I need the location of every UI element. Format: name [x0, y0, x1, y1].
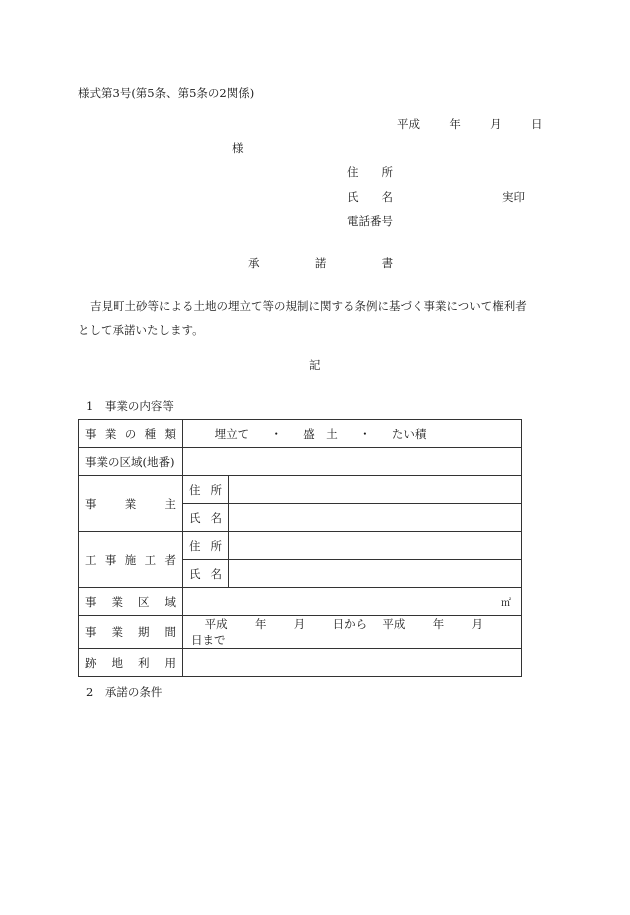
- document-title: [248, 255, 393, 271]
- label-land-use: [79, 649, 183, 677]
- form-number: 様式第3号(第5条、第5条の2関係): [78, 86, 255, 100]
- label-operator-text-char: 事: [85, 496, 97, 511]
- ki-mark: 記: [309, 358, 321, 372]
- operator-address-text: [189, 482, 222, 498]
- label-land-use-text-char: 地: [111, 655, 123, 670]
- contractor-name-text: [189, 566, 222, 582]
- section-2-heading: 2 承諾の条件: [86, 685, 163, 699]
- table-row-area: [79, 588, 522, 616]
- label-kind-text-char: の: [124, 426, 137, 441]
- area-location-field[interactable]: [183, 448, 522, 476]
- label-area-text-char: 区: [138, 594, 150, 609]
- label-land-use-text-char: 跡: [85, 655, 97, 670]
- table-row-kind: [79, 420, 522, 448]
- option-umetate: 埋立て: [214, 426, 250, 441]
- table-row-land-use: [79, 649, 522, 677]
- contractor-address-text-char: 住: [189, 538, 201, 553]
- label-period: [79, 616, 183, 649]
- date-month: 月: [490, 117, 502, 131]
- label-area-text-char: 事: [85, 594, 97, 609]
- date-line: [397, 116, 542, 132]
- period-field[interactable]: [183, 616, 522, 649]
- label-period-text-char: 期: [138, 625, 150, 639]
- contractor-name-field[interactable]: [229, 560, 522, 588]
- period-end-month: 月: [471, 617, 484, 631]
- title-char-1: 承: [248, 256, 260, 270]
- table-row-operator-address: [79, 476, 522, 504]
- period-start-era: 平成: [204, 617, 228, 631]
- business-details-table: [78, 419, 522, 677]
- label-operator-text-char: 業: [124, 496, 137, 511]
- label-area-text-char: 域: [164, 594, 176, 609]
- applicant-name-label: 氏 名: [347, 190, 393, 204]
- kind-options[interactable]: [183, 420, 522, 448]
- table-row-contractor-address: [79, 532, 522, 560]
- area-field[interactable]: [183, 588, 522, 616]
- label-land-use-text: [85, 655, 176, 671]
- label-kind-text-char: 類: [164, 426, 176, 441]
- option-morido: 盛 土: [303, 426, 338, 441]
- label-contractor: [79, 532, 183, 588]
- operator-address-text-char: 所: [210, 482, 222, 497]
- contractor-address-label: [183, 532, 229, 560]
- label-contractor-text-char: 工: [144, 552, 157, 567]
- option-taiseki: たい積: [391, 426, 427, 441]
- label-contractor-text-char: 事: [104, 552, 117, 567]
- date-era: 平成: [397, 117, 420, 131]
- period-end-year: 年: [432, 617, 445, 631]
- option-sep-2: ・: [359, 426, 371, 441]
- label-period-text-char: 間: [164, 625, 176, 639]
- period-end-day: 日まで: [191, 633, 226, 647]
- section-1-heading: 1 事業の内容等: [86, 399, 174, 413]
- label-period-text-char: 事: [85, 625, 97, 639]
- applicant-address-label: 住 所: [347, 165, 393, 179]
- label-contractor-text-char: 施: [124, 552, 137, 567]
- label-land-use-text-char: 利: [138, 655, 150, 670]
- addressee-suffix: 様: [232, 141, 244, 155]
- label-kind-text: [85, 426, 176, 442]
- period-end-era: 平成: [382, 617, 406, 631]
- period-start-month: 月: [293, 617, 306, 631]
- operator-name-text-char: 名: [210, 510, 222, 525]
- contractor-address-text: [189, 538, 222, 554]
- contractor-name-text-char: 名: [210, 566, 222, 581]
- label-kind-text-char: 業: [104, 426, 117, 441]
- operator-name-field[interactable]: [229, 504, 522, 532]
- contractor-name-text-char: 氏: [189, 566, 201, 581]
- table-row-period: [79, 616, 522, 649]
- table-row-area-location: [79, 448, 522, 476]
- operator-address-label: [183, 476, 229, 504]
- label-period-text-char: 業: [111, 625, 123, 639]
- label-kind: [79, 420, 183, 448]
- operator-name-label: [183, 504, 229, 532]
- label-contractor-text-char: 者: [164, 552, 176, 567]
- applicant-phone-label: 電話番号: [347, 214, 393, 228]
- label-operator: [79, 476, 183, 532]
- contractor-address-field[interactable]: [229, 532, 522, 560]
- label-operator-text: [85, 496, 176, 512]
- period-start-day: 日から: [332, 617, 368, 631]
- area-unit: ㎡: [501, 598, 511, 609]
- operator-name-text-char: 氏: [189, 510, 201, 525]
- label-kind-text-char: 種: [144, 426, 157, 441]
- label-contractor-text: [85, 552, 176, 568]
- label-period-text: [85, 624, 176, 640]
- label-land-use-text-char: 用: [164, 655, 176, 670]
- title-char-3: 書: [381, 256, 394, 270]
- option-sep-1: ・: [270, 426, 282, 441]
- label-operator-text-char: 主: [164, 496, 176, 511]
- date-day: 日: [530, 117, 543, 131]
- label-area: [79, 588, 183, 616]
- contractor-name-label: [183, 560, 229, 588]
- land-use-field[interactable]: [183, 649, 522, 677]
- label-kind-text-char: 事: [85, 426, 97, 441]
- label-area-text: [85, 594, 176, 610]
- label-area-text-char: 業: [111, 594, 123, 609]
- contractor-address-text-char: 所: [210, 538, 222, 553]
- title-char-2: 諾: [314, 256, 327, 270]
- date-year: 年: [449, 117, 461, 131]
- operator-name-text: [189, 510, 222, 526]
- label-area-location: 事業の区域(地番): [79, 448, 183, 476]
- label-contractor-text-char: 工: [85, 552, 97, 567]
- consent-body-text: 吉見町土砂等による土地の埋立て等の規制に関する条例に基づく事業について権利者として承諾いたします。: [78, 299, 527, 337]
- operator-address-field[interactable]: [229, 476, 522, 504]
- seal-label: 実印: [502, 190, 525, 204]
- period-start-year: 年: [254, 617, 267, 631]
- operator-address-text-char: 住: [189, 482, 201, 497]
